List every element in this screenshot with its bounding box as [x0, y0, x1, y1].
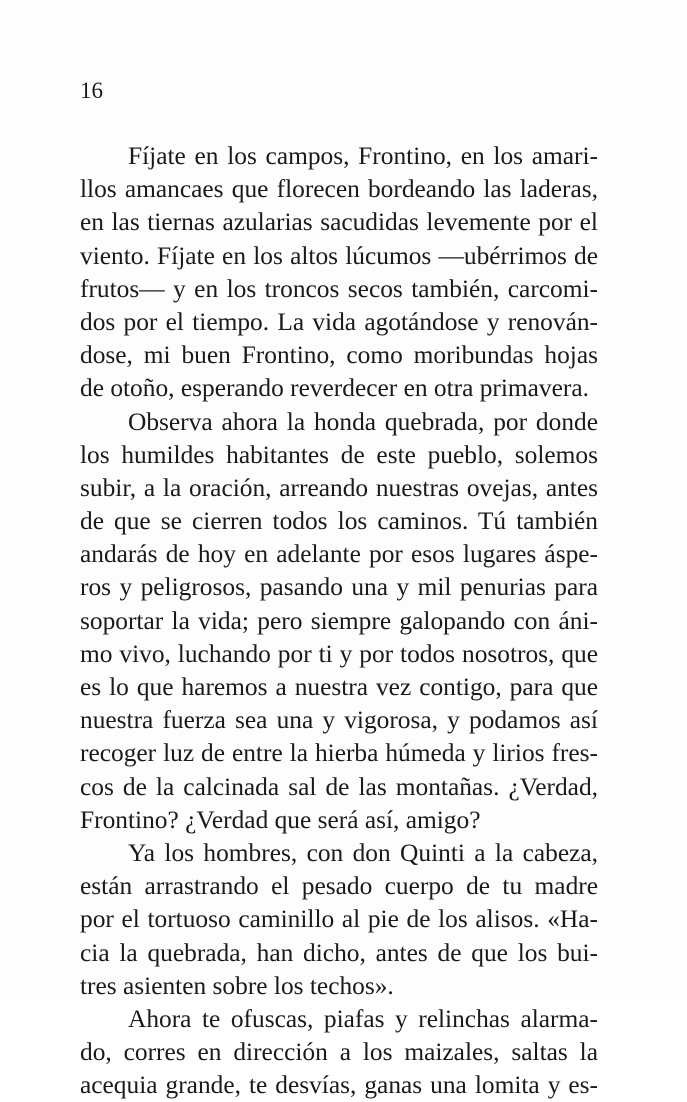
text-line: tres asienten sobre los techos». [80, 971, 394, 1000]
text-line: cos de la calcinada sal de las montañas. ¿Verdad, [80, 772, 598, 801]
text-line: Fíjate en los campos, Frontino, en los amari- [128, 142, 598, 170]
body-text [80, 140, 598, 1102]
text-line: andarás de hoy en adelante por esos lugares áspe- [80, 540, 598, 569]
text-line: nuestra fuerza sea una y vigorosa, y podamos así [80, 706, 598, 735]
text-line: los humildes habitantes de este pueblo, solemos [80, 440, 598, 469]
text-line: Frontino? ¿Verdad que será así, amigo? [80, 805, 481, 834]
text-line: ros y peligrosos, pasando una y mil penurias para [80, 573, 598, 602]
text-line: acequia grande, te desvías, ganas una lomita y es- [80, 1071, 598, 1100]
text-line: cia la quebrada, han dicho, antes de que los bui- [80, 938, 598, 967]
text-line: de otoño, esperando reverdecer en otra primavera. [80, 374, 589, 403]
text-line: viento. Fíjate en los altos lúcumos —ubérrimos de [80, 241, 598, 270]
text-line: en las tiernas azularias sacudidas levemente por el [80, 208, 598, 237]
text-line: por el tortuoso caminillo al pie de los alisos. «Ha- [80, 905, 598, 934]
text-line: dose, mi buen Frontino, como moribundas hojas [80, 341, 598, 370]
text-line: de que se cierren todos los caminos. Tú también [80, 507, 598, 536]
text-line: subir, a la oración, arreando nuestras ovejas, antes [80, 473, 598, 502]
text-line: Ya los hombres, con don Quinti a la cabeza, [128, 838, 598, 867]
text-line: frutos— y en los troncos secos también, carcomi- [80, 274, 598, 303]
text-line: recoger luz de entre la hierba húmeda y lirios fres- [80, 739, 598, 768]
text-line: Ahora te ofuscas, piafas y relinchas alarma- [128, 1004, 598, 1033]
text-line: dos por el tiempo. La vida agotándose y renován- [80, 307, 598, 336]
text-line: soportar la vida; pero siempre galopando con áni- [80, 606, 598, 635]
text-line: están arrastrando el pesado cuerpo de tu madre [80, 872, 598, 901]
text-line: mo vivo, luchando por ti y por todos nosotros, que [80, 639, 598, 668]
text-line: Observa ahora la honda quebrada, por donde [128, 407, 598, 436]
text-line: es lo que haremos a nuestra vez contigo, para que [80, 673, 598, 701]
text-line: do, corres en dirección a los maizales, saltas la [80, 1038, 598, 1067]
text-line: llos amancaes que florecen bordeando las laderas, [80, 175, 598, 204]
page-number: 16 [80, 78, 103, 103]
